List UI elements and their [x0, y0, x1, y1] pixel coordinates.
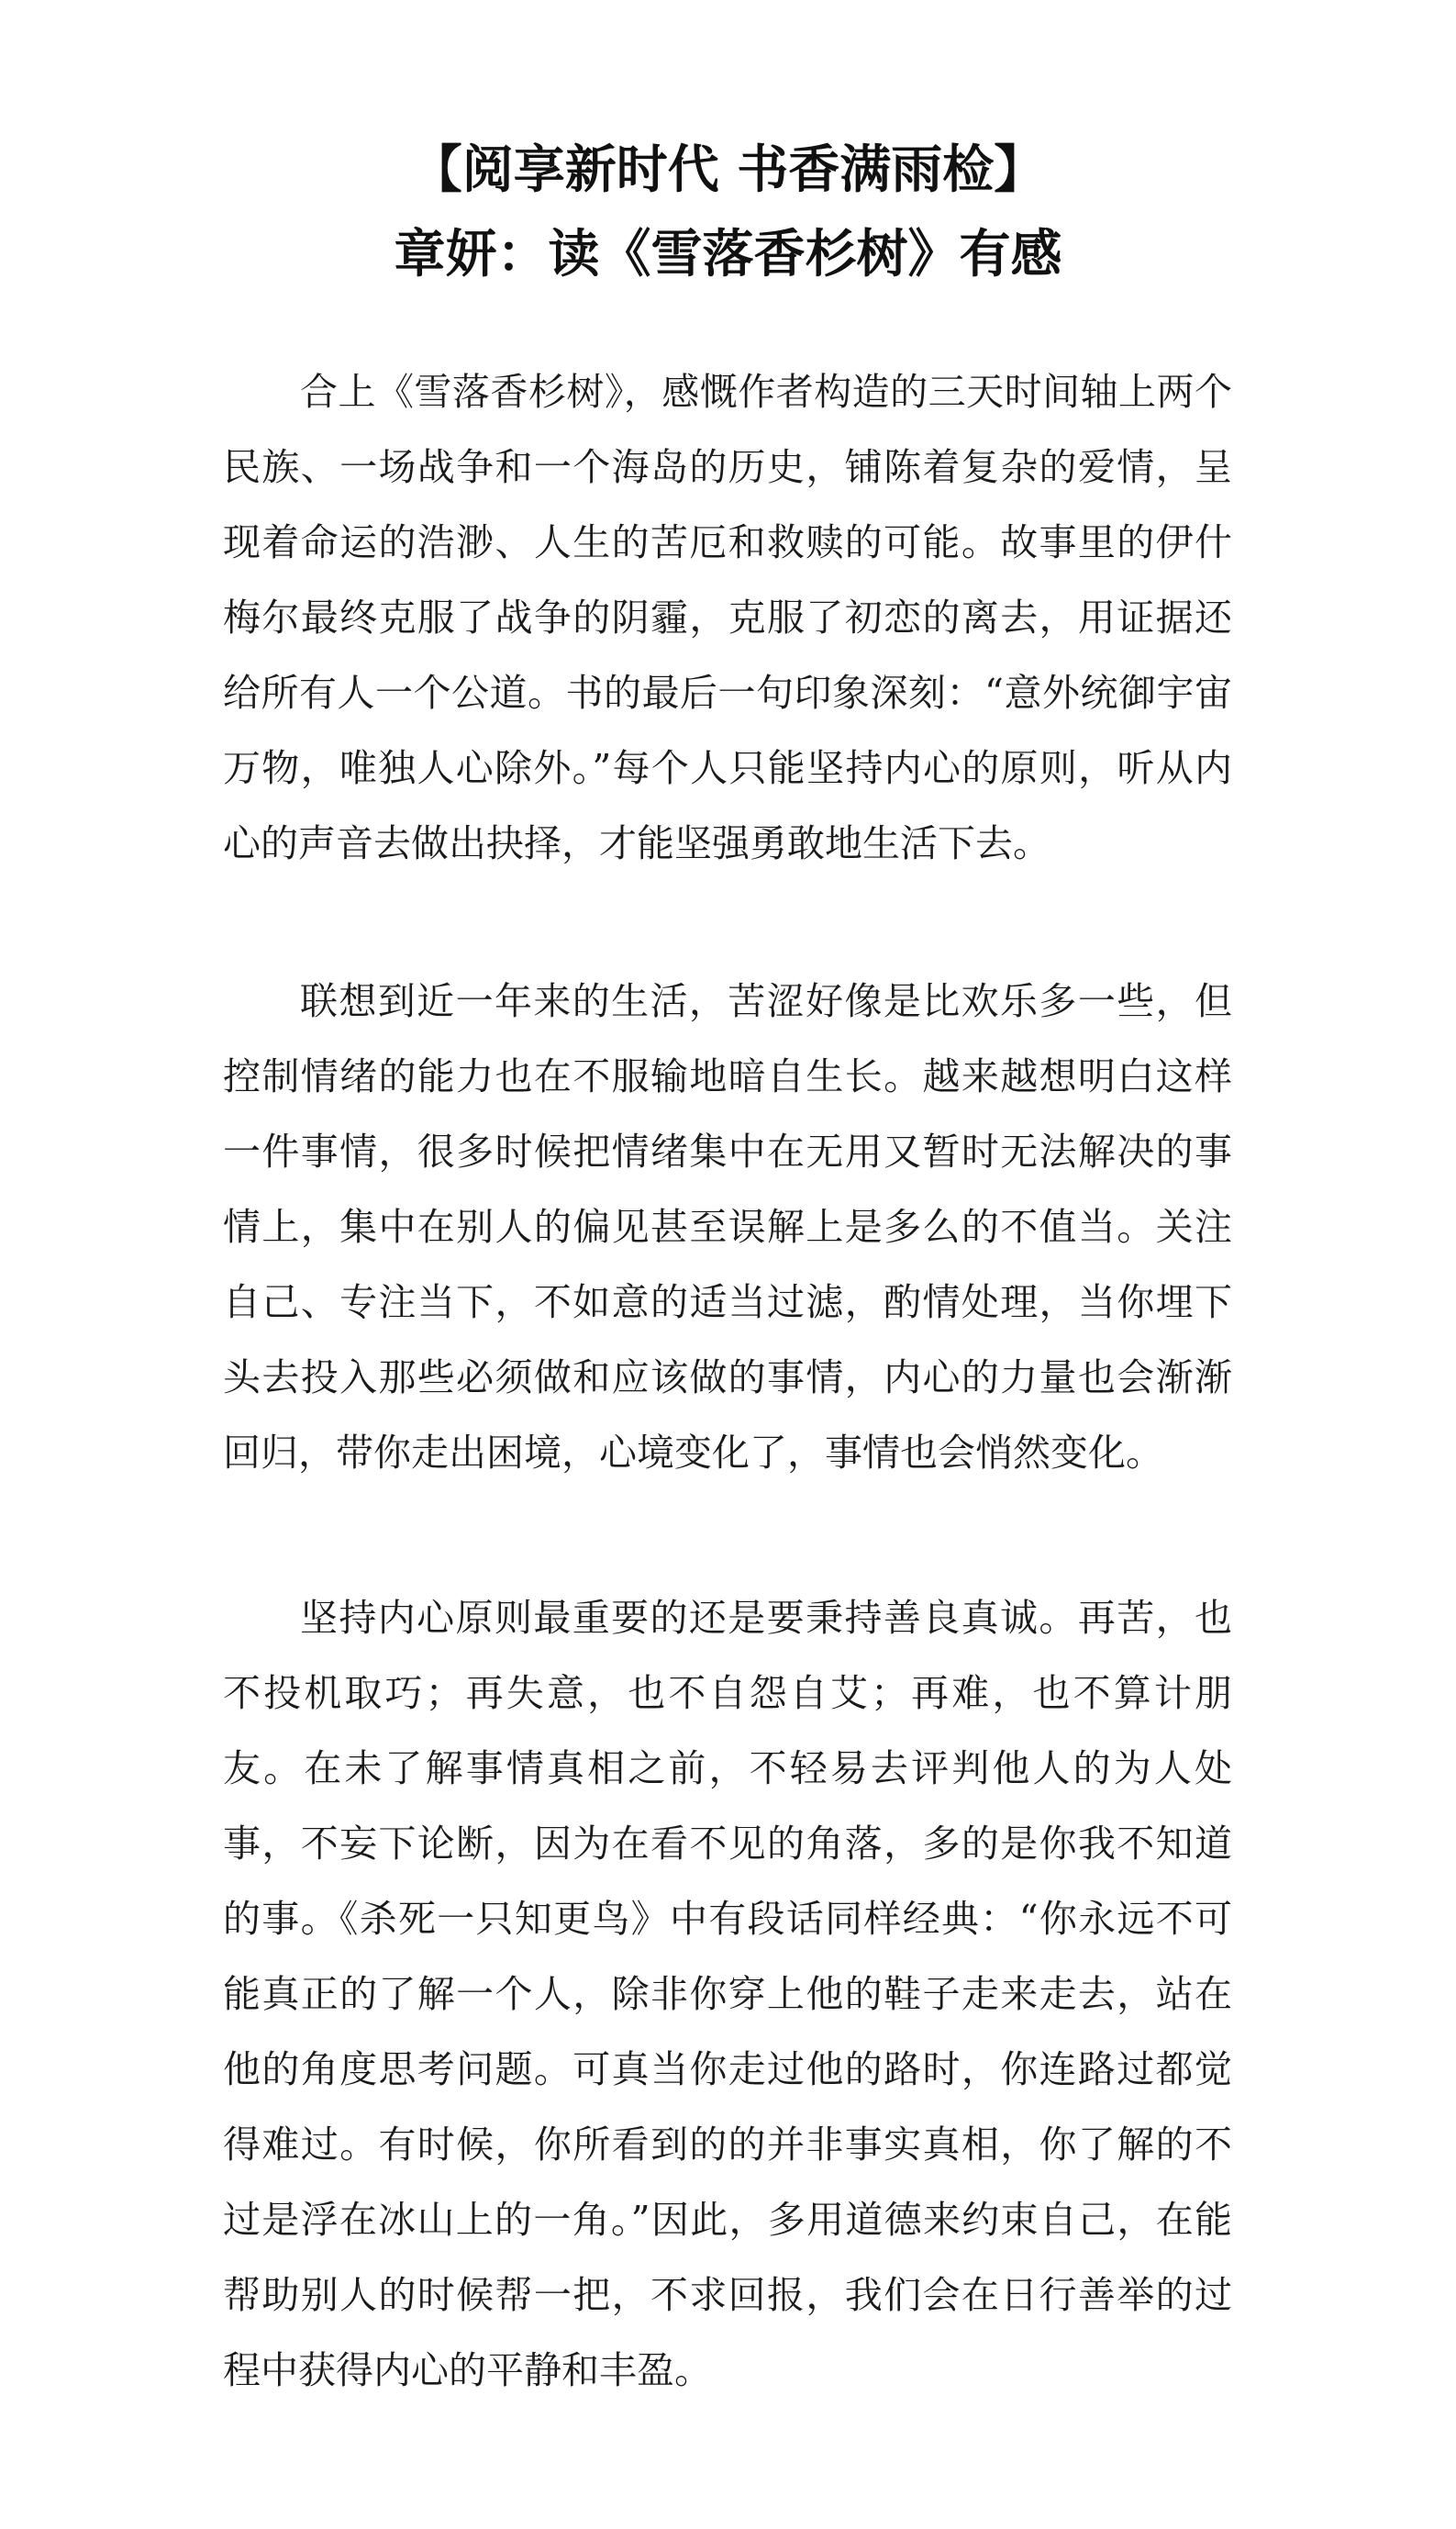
- article-title-column: 【阅享新时代 书香满雨检】: [410, 140, 1046, 200]
- paragraph-3: 坚持内心原则最重要的还是要秉持善良真诚。再苦，也不投机取巧；再失意，也不自怨自艾；再难，也不算计朋友。在未了解事情真相之前，不轻易去评判他人的为人处事，不妄下论断，因为在看不见的角落，多的是你我不知道的事。《杀死一只知更鸟》中有段话同样经典：“你永远不可能真正的了解一个人，除非你穿上他的鞋子走来走去，站在他的角度思考问题。可真当你走过他的路时，你连路过都觉得难过。有时候，你所看到的的并非事实真相，你了解的不过是浮在冰山上的一角。”因此，多用道德来约束自己，在能帮助别人的时候帮一把，不求回报，我们会在日行善举的过程中获得内心的平静和丰盈。: [223, 1596, 1232, 2392]
- paragraph-2: 联想到近一年来的生活，苦涩好像是比欢乐多一些，但控制情绪的能力也在不服输地暗自生长。越来越想明白这样一件事情，很多时候把情绪集中在无用又暂时无法解决的事情上，集中在别人的偏见甚至误解上是多么的不值当。关注自己、专注当下，不如意的适当过滤，酌情处理，当你埋下头去投入那些必须做和应该做的事情，内心的力量也会渐渐回归，带你走出困境，心境变化了，事情也会悄然变化。: [223, 979, 1232, 1475]
- article-header: [0, 128, 1456, 297]
- article-title: 章妍：读《雪落香杉树》有感: [394, 225, 1062, 284]
- paragraph-1: 合上《雪落香杉树》，感慨作者构造的三天时间轴上两个民族、一场战争和一个海岛的历史，铺陈着复杂的爱情，呈现着命运的浩渺、人生的苦厄和救赎的可能。故事里的伊什梅尔最终克服了战争的阴霾，克服了初恋的离去，用证据还给所有人一个公道。书的最后一句印象深刻：“意外统御宇宙万物，唯独人心除外。”每个人只能坚持内心的原则，听从内心的声音去做出抉择，才能坚强勇敢地生活下去。: [223, 370, 1232, 865]
